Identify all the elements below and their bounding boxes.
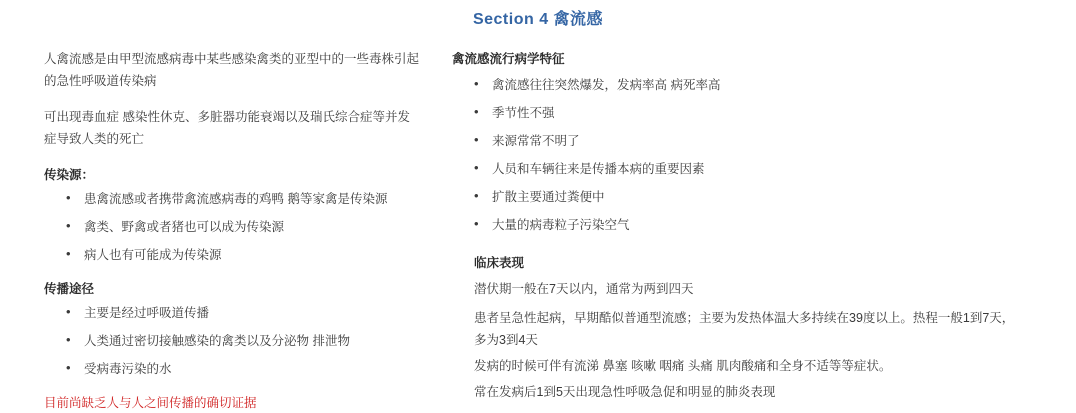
list-item: • 主要是经过呼吸道传播 bbox=[84, 303, 420, 323]
list-transmission-routes bbox=[44, 303, 420, 379]
list-item: • 来源常常不明了 bbox=[492, 131, 1020, 151]
page-title: Section 4 禽流感 bbox=[472, 11, 604, 28]
list-item: • 病人也有可能成为传染源 bbox=[84, 245, 420, 265]
list-item: • 禽流感往往突然爆发，发病率高 病死率高 bbox=[492, 75, 1020, 95]
section-heading-transmission: 传播途径 bbox=[44, 281, 95, 296]
list-item: • 扩散主要通过粪便中 bbox=[492, 187, 1020, 207]
list-item: • 大量的病毒粒子污染空气 bbox=[492, 215, 1020, 235]
clinical-paragraph-4: 常在发病后1到5天出现急性呼吸急促和明显的肺炎表现 bbox=[474, 384, 776, 399]
warning-note: 目前尚缺乏人与人之间传播的确切证据 bbox=[44, 395, 257, 410]
list-item: • 人员和车辆往来是传播本病的重要因素 bbox=[492, 159, 1020, 179]
intro-paragraph-1: 人禽流感是由甲型流感病毒中某些感染禽类的亚型中的一些毒株引起的急性呼吸道传染病 bbox=[44, 52, 420, 88]
left-column bbox=[0, 49, 420, 413]
section-heading-epidemiology: 禽流感流行病学特征 bbox=[452, 52, 565, 66]
list-item: • 患禽流感或者携带禽流感病毒的鸡鸭 鹅等家禽是传染源 bbox=[84, 189, 420, 209]
list-epidemiology-features bbox=[452, 75, 1020, 235]
list-infection-source bbox=[44, 189, 420, 265]
intro-paragraph-2: 可出现毒血症 感染性休克、多脏器功能衰竭以及瑞氏综合症等并发症导致人类的死亡 bbox=[44, 109, 410, 146]
list-item: • 季节性不强 bbox=[492, 103, 1020, 123]
section-heading-clinical: 临床表现 bbox=[474, 256, 525, 270]
list-item: • 人类通过密切接触感染的禽类以及分泌物 排泄物 bbox=[84, 331, 420, 351]
clinical-section bbox=[452, 253, 1020, 403]
clinical-paragraph-3: 发病的时候可伴有流涕 鼻塞 咳嗽 咽痛 头痛 肌肉酸痛和全身不适等等症状。 bbox=[474, 358, 892, 373]
right-column bbox=[420, 49, 1020, 413]
clinical-paragraph-1: 潜伏期一般在7天以内，通常为两到四天 bbox=[474, 282, 694, 296]
clinical-paragraph-2: 患者呈急性起病，早期酷似普通型流感；主要为发热体温大多持续在39度以上。热程一般1到7天，多为3到4天 bbox=[474, 310, 1015, 347]
content-columns bbox=[0, 49, 1076, 413]
list-item: • 禽类、野禽或者猪也可以成为传染源 bbox=[84, 217, 420, 237]
section-heading-source: 传染源： bbox=[44, 167, 95, 182]
list-item: • 受病毒污染的水 bbox=[84, 359, 420, 379]
